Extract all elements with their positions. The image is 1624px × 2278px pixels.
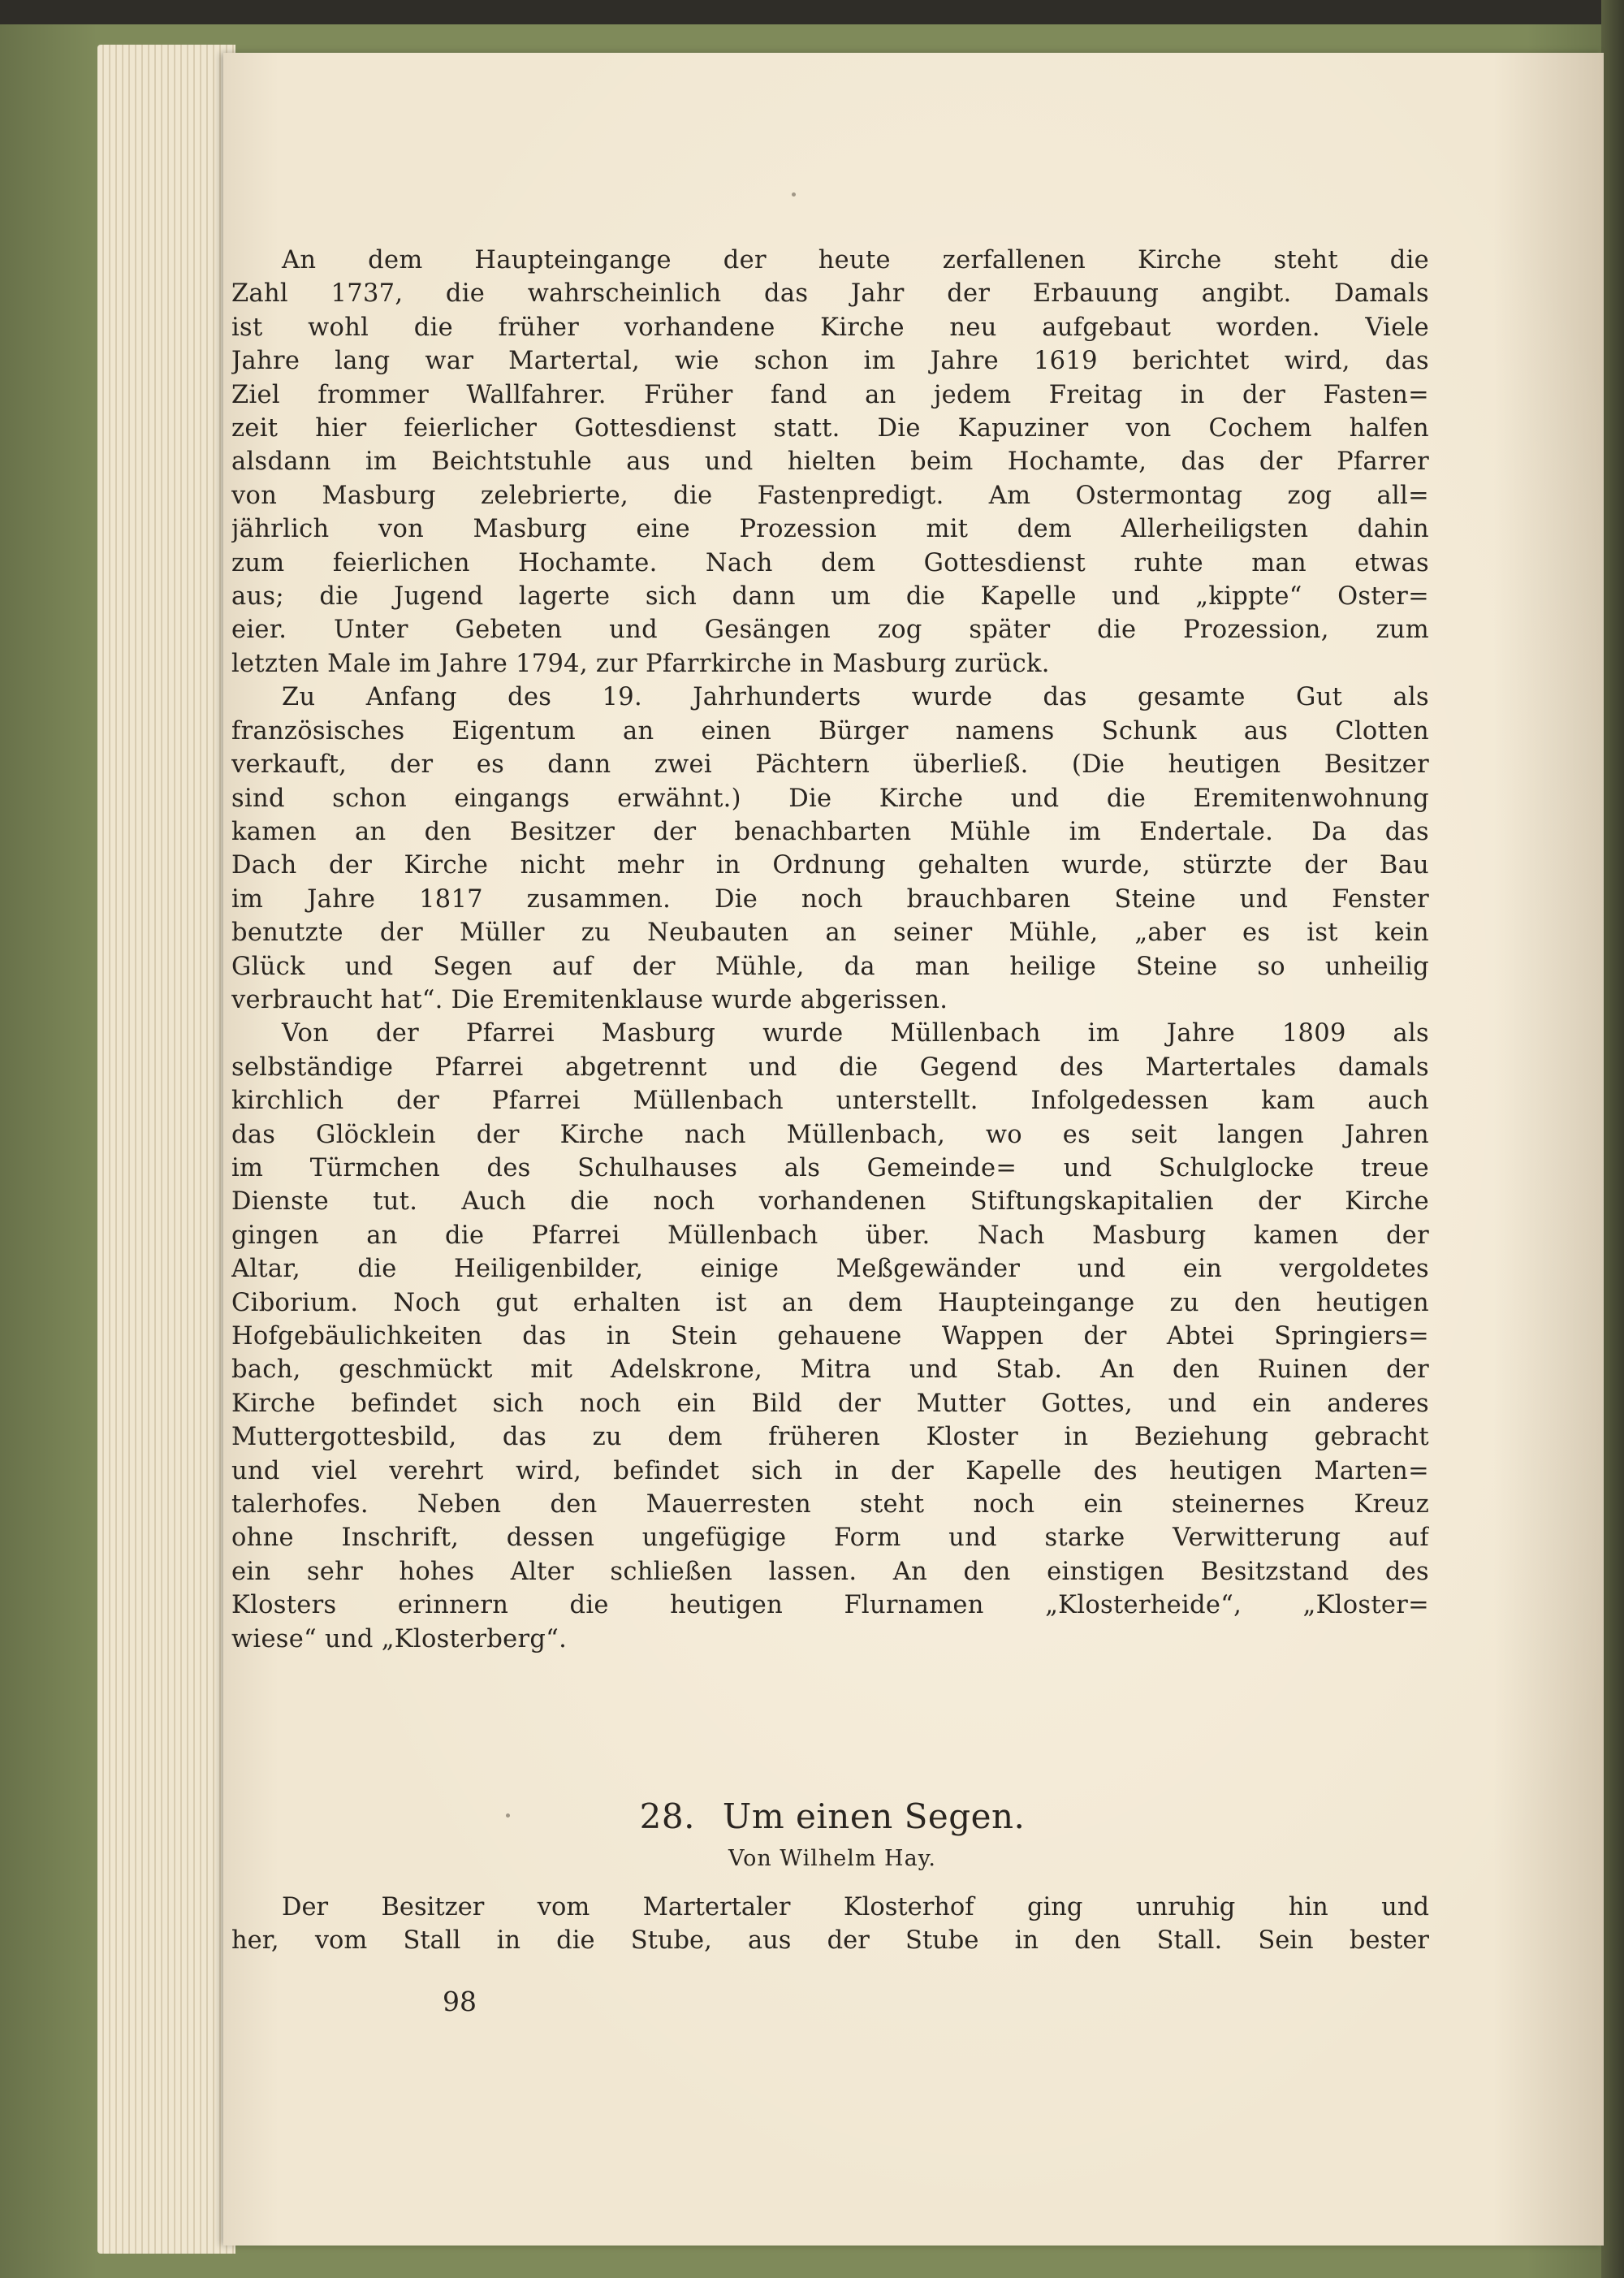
paragraph	[231, 244, 1429, 681]
chapter-author: Von Wilhelm Hay.	[728, 1846, 936, 1871]
text-line: letzten Male im Jahre 1794, zur Pfarrkirche in Masburg zurück.	[231, 649, 1050, 678]
text-line: das Glöcklein der Kirche nach Müllenbach, wo es seit langen Jahren	[231, 1120, 1429, 1149]
text-line: zum feierlichen Hochamte. Nach dem Gottesdienst ruhte man etwas	[231, 548, 1429, 577]
story-text	[231, 1891, 1429, 1958]
text-line: Dach der Kirche nicht mehr in Ordnung gehalten wurde, stürzte der Bau	[231, 851, 1429, 880]
paragraph	[231, 1017, 1429, 1656]
text-line: Glück und Segen auf der Mühle, da man heilige Steine so unheilig	[231, 952, 1429, 981]
text-line: jährlich von Masburg eine Prozession mit dem Allerheiligsten dahin	[231, 515, 1429, 544]
body-text	[231, 244, 1429, 1656]
text-line: her, vom Stall in die Stube, aus der Stube in den Stall. Sein bester	[231, 1926, 1429, 1956]
text-line: Ziel frommer Wallfahrer. Früher fand an jedem Freitag in der Fasten=	[231, 380, 1429, 409]
text-line: Muttergottesbild, das zu dem früheren Kloster in Beziehung gebracht	[231, 1423, 1429, 1452]
text-line: ein sehr hohes Alter schließen lassen. An den einstigen Besitzstand des	[231, 1557, 1429, 1586]
text-line: Kirche befindet sich noch ein Bild der Mutter Gottes, und ein anderes	[231, 1389, 1429, 1418]
page-edges	[97, 45, 235, 2254]
paper-speck	[792, 192, 796, 197]
text-line: wiese“ und „Klosterberg“.	[231, 1624, 568, 1653]
text-line: talerhofes. Neben den Mauerresten steht noch ein steinernes Kreuz	[231, 1490, 1429, 1519]
text-line: alsdann im Beichtstuhle aus und hielten beim Hochamte, das der Pfarrer	[231, 447, 1429, 477]
text-line: Altar, die Heiligenbilder, einige Meßgewänder und ein vergoldetes	[231, 1255, 1429, 1284]
text-line: kirchlich der Pfarrei Müllenbach unterstellt. Infolgedessen kam auch	[231, 1087, 1429, 1116]
text-line: sind schon eingangs erwähnt.) Die Kirche und die Eremitenwohnung	[231, 784, 1429, 813]
text-line: Jahre lang war Martertal, wie schon im Jahre 1619 berichtet wird, das	[231, 347, 1429, 376]
paragraph	[231, 681, 1429, 1017]
text-line: ist wohl die früher vorhandene Kirche neu aufgebaut worden. Viele	[231, 313, 1429, 342]
text-line: von Masburg zelebrierte, die Fastenpredigt. Am Ostermontag zog all=	[231, 481, 1429, 510]
text-line: verkauft, der es dann zwei Pächtern überließ. (Die heutigen Besitzer	[231, 750, 1429, 780]
text-line: gingen an die Pfarrei Müllenbach über. Nach Masburg kamen der	[231, 1221, 1429, 1250]
text-line: Zahl 1737, die wahrscheinlich das Jahr der Erbauung angibt. Damals	[231, 279, 1429, 309]
text-line: Zu Anfang des 19. Jahrhunderts wurde das gesamte Gut als	[282, 683, 1429, 712]
text-line: Klosters erinnern die heutigen Flurnamen „Klosterheide“, „Kloster=	[231, 1591, 1429, 1620]
text-line: verbraucht hat“. Die Eremitenklause wurde abgerissen.	[231, 985, 948, 1014]
text-line: eier. Unter Gebeten und Gesängen zog später die Prozession, zum	[231, 616, 1429, 645]
text-line: An dem Haupteingange der heute zerfallenen Kirche steht die	[282, 246, 1429, 274]
text-line: Hofgebäulichkeiten das in Stein gehauene Wappen der Abtei Springiers=	[231, 1322, 1429, 1351]
chapter-number: 28.	[639, 1796, 695, 1836]
text-line: benutzte der Müller zu Neubauten an seiner Mühle, „aber es ist kein	[231, 919, 1429, 948]
chapter-title	[223, 1795, 1441, 1839]
paragraph	[231, 1891, 1429, 1958]
text-line: Von der Pfarrei Masburg wurde Müllenbach im Jahre 1809 als	[282, 1019, 1429, 1048]
text-line: aus; die Jugend lagerte sich dann um die Kapelle und „kippte“ Oster=	[231, 582, 1429, 612]
cover-edge	[1601, 0, 1624, 2278]
text-line: französisches Eigentum an einen Bürger namens Schunk aus Clotten	[231, 716, 1429, 746]
text-line: Ciborium. Noch gut erhalten ist an dem Haupteingange zu den heutigen	[231, 1288, 1429, 1317]
page-number: 98	[443, 1986, 477, 2017]
text-line: Dienste tut. Auch die noch vorhandenen Stiftungskapitalien der Kirche	[231, 1187, 1429, 1217]
chapter-heading	[223, 1795, 1441, 1874]
text-line: kamen an den Besitzer der benachbarten Mühle im Endertale. Da das	[231, 817, 1429, 846]
text-line: selbständige Pfarrei abgetrennt und die Gegend des Martertales damals	[231, 1053, 1429, 1082]
text-line: im Türmchen des Schulhauses als Gemeinde= und Schulglocke treue	[231, 1153, 1429, 1182]
text-line: bach, geschmückt mit Adelskrone, Mitra und Stab. An den Ruinen der	[231, 1355, 1429, 1385]
text-line: im Jahre 1817 zusammen. Die noch brauchbaren Steine und Fenster	[231, 884, 1429, 914]
chapter-title-text: Um einen Segen.	[722, 1796, 1026, 1836]
text-line: zeit hier feierlicher Gottesdienst statt. Die Kapuziner von Cochem halfen	[231, 414, 1429, 443]
text-line: Der Besitzer vom Martertaler Klosterhof ging unruhig hin und	[282, 1893, 1429, 1921]
text-line: und viel verehrt wird, befindet sich in der Kapelle des heutigen Marten=	[231, 1456, 1429, 1485]
text-line: ohne Inschrift, dessen ungefügige Form und starke Verwitterung auf	[231, 1524, 1429, 1553]
